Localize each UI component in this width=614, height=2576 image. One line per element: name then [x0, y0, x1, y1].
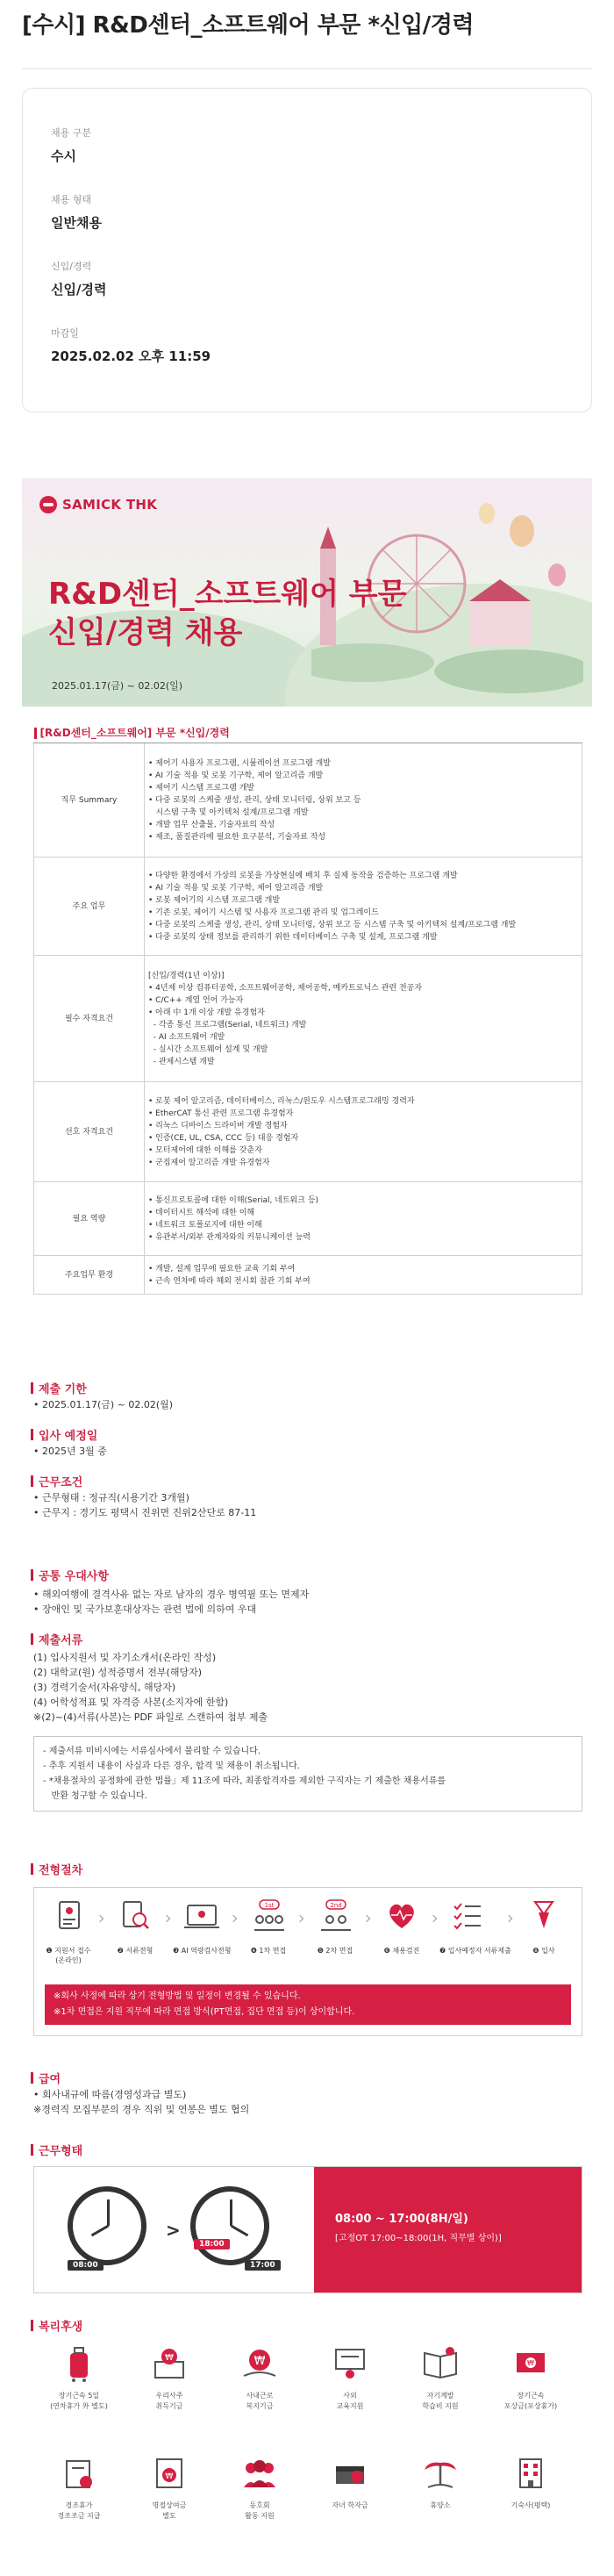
- row-line: • C/C++ 계열 언어 가능자: [148, 995, 244, 1005]
- row-content: [145, 1082, 582, 1182]
- clock-time-tag: 17:00: [245, 2260, 281, 2271]
- process-step: [373, 1898, 431, 1955]
- row-label: 선호 자격요건: [34, 1082, 145, 1182]
- row-line: - 각종 통신 프로그램(Serial, 네트워크) 개발: [148, 1020, 307, 1030]
- row-line: • 제어기 시스템 프로그램 개발: [148, 783, 255, 793]
- application-icon: [51, 1898, 86, 1934]
- row-line: • 다중 로봇의 스케줄 생성, 관리, 상태 모니터링, 상위 보고 등 시스템 구축 및 아키텍처 설계/프로그램 개발: [148, 920, 517, 929]
- heading-bar: [31, 1382, 33, 1394]
- info-label: 채용 구분: [51, 127, 92, 139]
- education-icon: [330, 2343, 370, 2384]
- notice-line: ※1차 면접은 지원 직무에 따라 면접 방식(PT면접, 집단 면접 등)이 상이합니다.: [54, 2007, 355, 2017]
- notice-line: - *채용절차의 공정화에 관한 법률」제 11조에 따라, 최종합격자를 제외한 구직자는 기 제출한 채용서류를: [43, 1776, 446, 1786]
- row-line: • 4년제 이상 컴퓨터공학, 소프트웨어공학, 제어공학, 메카트로닉스 관련 전공자: [148, 983, 423, 993]
- row-line: • 모터제어에 대한 이해를 갖춘자: [148, 1145, 262, 1155]
- table-row: [34, 1256, 582, 1295]
- benefit-label: 자기계발 학습비 지원: [422, 2392, 459, 2410]
- tuition-icon: [330, 2453, 370, 2493]
- table-row: [34, 1082, 582, 1182]
- info-label: 채용 형태: [51, 194, 92, 205]
- page-title: [수시] R&D센터_소프트웨어 부문 *신입/경력: [22, 12, 475, 39]
- benefit-label: 휴양소: [430, 2501, 451, 2509]
- benefit-label: 동호회 활동 지원: [245, 2501, 275, 2520]
- benefit-item: [491, 2453, 570, 2511]
- info-value: 신입/경력: [51, 282, 107, 298]
- reward-icon: [510, 2343, 551, 2384]
- table-heading-text: [R&D센터_소프트웨어] 부문 *신입/경력: [39, 727, 230, 739]
- info-career-type: [51, 259, 106, 298]
- step-label: ❷ 서류전형: [117, 1947, 154, 1955]
- row-content: [145, 743, 582, 857]
- svg-text:₩: ₩: [165, 2353, 174, 2363]
- banner-date: 2025.01.17(금) ~ 02.02(일): [52, 680, 183, 692]
- process-step: [106, 1898, 164, 1955]
- benefit-item: [39, 2453, 118, 2522]
- work-hours-main: 08:00 ~ 17:00(8H/일): [335, 2213, 468, 2226]
- chevron-right-icon: [296, 1915, 303, 1922]
- process-notice: [45, 1984, 571, 2025]
- heading-bar: [31, 2072, 33, 2084]
- info-label: 마감일: [51, 327, 79, 339]
- row-line: • 제어기 사용자 프로그램, 시뮬레이션 프로그램 개발: [148, 758, 331, 768]
- luggage-icon: [59, 2343, 99, 2384]
- row-line: • 로봇 제어기의 시스템 프로그램 개발: [148, 895, 281, 905]
- benefit-label: 기숙사(평택): [510, 2501, 551, 2509]
- step-label: ❼ 입사예정자 서류제출: [439, 1947, 511, 1955]
- section-line: • 해외여행에 결격사유 없는 자로 남자의 경우 병역필 또는 면제자: [33, 1589, 310, 1600]
- process-step: [306, 1898, 364, 1955]
- benefit-item: [220, 2343, 299, 2412]
- row-line: • AI 기술 적용 및 로봇 기구학, 제어 알고리즘 개발: [148, 771, 324, 780]
- welfare-fund-icon: [239, 2343, 280, 2384]
- document-review-icon: [118, 1898, 153, 1934]
- benefit-label: 사외 교육지원: [336, 2392, 364, 2410]
- svg-text:1st: 1st: [264, 1902, 275, 1909]
- chevron-right-icon: >: [166, 2220, 181, 2241]
- row-label: 주요 업무: [34, 857, 145, 956]
- row-line: • 다양한 환경에서 가상의 로봇을 가상현실에 배치 후 실제 동작을 검증하는 프로그램 개발: [148, 871, 458, 880]
- process-step: [515, 1898, 573, 1955]
- section-work-hours-heading: [31, 2142, 82, 2158]
- company-logo: [39, 496, 157, 513]
- benefit-label: 자녀 학자금: [332, 2501, 368, 2509]
- row-line: • EtherCAT 통신 관련 프로그램 유경험자: [148, 1109, 294, 1118]
- benefit-label: 우리사주 취득기금: [155, 2392, 183, 2410]
- recruit-banner: [22, 478, 592, 707]
- svg-text:₩: ₩: [165, 2472, 174, 2481]
- info-deadline: [51, 326, 211, 365]
- clock-time-tag: 08:00: [68, 2260, 104, 2271]
- info-value: 일반채용: [51, 215, 102, 231]
- section-line: • 회사내규에 따름(경영성과급 별도): [33, 2089, 187, 2100]
- clock-hand: [107, 2199, 110, 2226]
- benefit-item: [401, 2343, 480, 2412]
- section-preferences-body: [33, 1587, 309, 1617]
- section-line: ※경력직 모집부분의 경우 직위 및 연봉은 별도 협의: [33, 2104, 250, 2115]
- section-join-date-body: [33, 1444, 107, 1459]
- section-title: 근무조건: [39, 1476, 83, 1489]
- banner-title-line2: 신입/경력 채용: [48, 615, 243, 650]
- section-benefits-heading: [31, 2317, 82, 2334]
- table-heading: [34, 727, 582, 743]
- row-label: 주요업무 환경: [34, 1256, 145, 1295]
- row-content: [145, 857, 582, 956]
- section-line: • 근무지 : 경기도 평택시 진위면 진위2산단로 87-11: [33, 1507, 257, 1518]
- info-value: 수시: [51, 148, 76, 164]
- row-label: 직무 Summary: [34, 743, 145, 857]
- row-line: • 통신프로토콜에 대한 이해(Serial, 네트워크 등): [148, 1195, 319, 1205]
- notice-line: - 제출서류 미비시에는 서류심사에서 불리할 수 있습니다.: [43, 1747, 261, 1756]
- benefit-item: [311, 2343, 389, 2412]
- chevron-right-icon: [96, 1915, 104, 1922]
- section-line: (2) 대학교(원) 성적증명서 전부(해당자): [33, 1667, 203, 1678]
- section-documents-heading: [31, 1631, 82, 1647]
- banner-title-line1: R&D센터_소프트웨어 부문: [48, 577, 407, 612]
- process-step: [173, 1898, 231, 1955]
- section-title: 입사 예정일: [39, 1430, 98, 1443]
- row-line: • 네트워크 토폴로지에 대한 이해: [148, 1220, 262, 1230]
- clock-hand: [91, 2225, 110, 2237]
- table-row: [34, 1182, 582, 1256]
- section-title: 제출서류: [39, 1634, 83, 1647]
- section-join-date-heading: [31, 1426, 97, 1443]
- section-title: 제출 기한: [39, 1383, 87, 1396]
- chevron-right-icon: [430, 1915, 437, 1922]
- heading-bar: [31, 1475, 33, 1487]
- table-row: [34, 743, 582, 857]
- heading-bar: [31, 2144, 33, 2156]
- svg-text:2nd: 2nd: [330, 1902, 342, 1909]
- benefit-item: [130, 2453, 209, 2522]
- row-content: [145, 1256, 582, 1295]
- condolence-icon: [59, 2453, 99, 2493]
- benefit-item: [401, 2453, 480, 2511]
- benefit-item: [39, 2343, 118, 2412]
- clock-hand: [231, 2225, 249, 2237]
- row-line: - AI 소프트웨어 개발: [148, 1032, 225, 1042]
- row-label: 필수 자격요건: [34, 956, 145, 1082]
- job-info-card: [22, 88, 592, 413]
- row-line: - 관제시스템 개발: [148, 1057, 215, 1066]
- section-process-heading: [31, 1861, 82, 1877]
- heading-bar: [31, 1863, 33, 1875]
- section-conditions-body: [33, 1490, 256, 1520]
- section-title: 공통 우대사항: [39, 1570, 109, 1583]
- row-label: 필요 역량: [34, 1182, 145, 1256]
- benefit-item: [311, 2453, 389, 2511]
- health-check-icon: [384, 1898, 419, 1934]
- info-recruit-type: [51, 126, 91, 165]
- row-line: • 군집제어 알고리즘 개발 유경험자: [148, 1158, 270, 1167]
- process-step: [239, 1898, 297, 1955]
- heading-bar: [31, 1569, 33, 1581]
- first-interview-icon: [251, 1898, 286, 1934]
- row-line: 시스템 구축 및 아키텍처 설계/프로그램 개발: [148, 807, 309, 817]
- row-line: - 실시간 소프트웨어 설계 및 개발: [148, 1044, 268, 1054]
- logo-mark-icon: [39, 496, 57, 513]
- row-content: [145, 956, 582, 1082]
- club-icon: [239, 2453, 280, 2493]
- table-heading-row: [34, 727, 582, 743]
- section-line: • 2025년 3월 중: [33, 1446, 107, 1457]
- process-steps-box: [33, 1887, 582, 2036]
- benefit-item: [491, 2343, 570, 2412]
- step-label: ❻ 채용검진: [383, 1947, 420, 1955]
- chevron-right-icon: [363, 1915, 370, 1922]
- row-content: [145, 1182, 582, 1256]
- row-line: • 다중 로봇의 스케줄 생성, 관리, 상태 모니터링, 상위 보고 등: [148, 795, 361, 805]
- heading-bar: [34, 728, 37, 739]
- info-value: 2025.02.02 오후 11:59: [51, 348, 211, 364]
- row-line: [신입/경력(1년 이상)]: [148, 971, 225, 980]
- heading-bar: [31, 1429, 33, 1440]
- step-label: ❶ 지원서 접수 (온라인): [46, 1947, 91, 1964]
- step-label: ❸ AI 역량검사전형: [173, 1947, 232, 1955]
- table-row: [34, 857, 582, 956]
- join-icon: [526, 1898, 561, 1934]
- benefit-label: 장기근속 포상금(포상휴가): [503, 2392, 558, 2410]
- section-salary-body: [33, 2087, 249, 2117]
- row-line: • 다중 로봇의 상태 정보를 관리하기 위한 데이터베이스 구축 및 설계, 프로그램 개발: [148, 932, 438, 942]
- work-hours-summary: [314, 2167, 582, 2293]
- info-label: 신입/경력: [51, 261, 92, 272]
- heading-bar: [31, 2320, 33, 2331]
- notice-line: - 추후 지원서 내용이 사실과 다른 경우, 합격 및 채용이 취소됩니다.: [43, 1762, 300, 1771]
- section-line: (1) 입사지원서 및 자기소개서(온라인 작성): [33, 1652, 217, 1663]
- benefit-label: 경조휴가 경조조금 지급: [57, 2501, 101, 2520]
- step-label: ❽ 입사: [532, 1947, 555, 1955]
- clock-icon: [68, 2186, 146, 2265]
- job-description-table: [33, 727, 582, 1295]
- section-title: 급여: [39, 2073, 61, 2086]
- self-study-icon: [420, 2343, 460, 2384]
- section-line: (3) 경력기술서(자유양식, 해당자): [33, 1682, 176, 1693]
- ai-test-icon: [184, 1898, 219, 1934]
- row-line: • 아래 中 1개 이상 개발 유경험자: [148, 1008, 265, 1017]
- section-title: 전형절차: [39, 1864, 83, 1877]
- row-line: • 데이터시트 해석에 대한 이해: [148, 1208, 255, 1217]
- table-row: [34, 956, 582, 1082]
- svg-text:₩: ₩: [253, 2355, 266, 2368]
- work-hours-sub: [고정OT 17:00~18:00(1H, 직무별 상이)]: [335, 2234, 502, 2243]
- chevron-right-icon: [230, 1915, 237, 1922]
- chevron-right-icon: [505, 1915, 512, 1922]
- second-interview-icon: [318, 1898, 353, 1934]
- section-documents-body: [33, 1650, 268, 1725]
- section-line: • 장애인 및 국가보훈대상자는 관련 법에 의하여 우대: [33, 1604, 257, 1615]
- clock-time-tag: 18:00: [194, 2239, 230, 2250]
- banner-title: [48, 575, 407, 652]
- section-preferences-heading: [31, 1567, 109, 1583]
- section-title: 근무형태: [39, 2145, 83, 2158]
- step-label: ❹ 1차 면접: [250, 1947, 287, 1955]
- row-line: • 기존 로봇, 제어기 시스템 및 사용자 프로그램 관리 및 업그레이드: [148, 908, 379, 917]
- section-line: • 2025.01.17(금) ~ 02.02(월): [33, 1399, 174, 1410]
- title-divider: [22, 68, 592, 69]
- row-line: • 제조, 품질관리에 필요한 요구분석, 기술자료 작성: [148, 832, 326, 842]
- section-title: 복리후생: [39, 2321, 83, 2334]
- section-deadline-body: [33, 1397, 173, 1412]
- section-line: • 근무형태 : 정규직(시용기간 3개월): [33, 1492, 189, 1503]
- benefit-item: [130, 2343, 209, 2412]
- section-deadline-heading: [31, 1380, 87, 1396]
- clock-icon: [190, 2186, 269, 2265]
- row-line: • 인증(CE, UL, CSA, CCC 등) 대응 경험자: [148, 1133, 299, 1143]
- benefit-label: 사내근로 복지기금: [246, 2392, 274, 2410]
- work-hours-box: [33, 2166, 582, 2293]
- holiday-bonus-icon: [149, 2453, 189, 2493]
- resort-icon: [420, 2453, 460, 2493]
- info-employment-type: [51, 192, 102, 232]
- heading-bar: [31, 1633, 33, 1645]
- row-line: • AI 기술 적용 및 로봇 기구학, 제어 알고리즘 개발: [148, 883, 324, 893]
- section-line: ※(2)~(4)서류(사본)는 PDF 파일로 스캔하여 첨부 제출: [33, 1711, 268, 1723]
- svg-text:₩: ₩: [527, 2359, 534, 2367]
- row-line: • 근속 연차에 따라 해외 전시회 참관 기회 부여: [148, 1276, 311, 1286]
- section-line: (4) 어학성적표 및 자격증 사본(소지자에 한함): [33, 1697, 229, 1708]
- documents-notice-box: [33, 1736, 582, 1812]
- stock-icon: [149, 2343, 189, 2384]
- row-line: • 개발 업무 산출물, 기술자료의 작성: [148, 820, 275, 829]
- process-step: [39, 1898, 97, 1965]
- row-line: • 로봇 제어 알고리즘, 데이터베이스, 리눅스/윈도우 시스템프로그래밍 경력자: [148, 1096, 415, 1106]
- logo-text: SAMICK THK: [62, 497, 158, 513]
- process-step: [439, 1898, 511, 1955]
- row-line: • 유관부서/외부 관계자와의 커뮤니케이션 능력: [148, 1232, 311, 1242]
- chevron-right-icon: [163, 1915, 170, 1922]
- dormitory-icon: [510, 2453, 551, 2493]
- notice-line: ※회사 사정에 따라 상기 전형방법 및 일정이 변경될 수 있습니다.: [54, 1991, 301, 2001]
- section-conditions-heading: [31, 1473, 82, 1489]
- clock-hand: [230, 2199, 232, 2226]
- row-line: • 리눅스 디바이스 드라이버 개발 경험자: [148, 1121, 288, 1130]
- checklist-icon: [451, 1898, 486, 1934]
- row-line: • 개발, 설계 업무에 필요한 교육 기회 부여: [148, 1264, 296, 1274]
- section-salary-heading: [31, 2070, 61, 2086]
- benefit-label: 명절상여금 별도: [152, 2501, 187, 2520]
- notice-line: 반환 청구할 수 있습니다.: [43, 1791, 147, 1801]
- benefit-label: 장기근속 5일 (연차휴가 外 별도): [50, 2392, 108, 2410]
- benefit-item: [220, 2453, 299, 2522]
- step-label: ❺ 2차 면접: [317, 1947, 353, 1955]
